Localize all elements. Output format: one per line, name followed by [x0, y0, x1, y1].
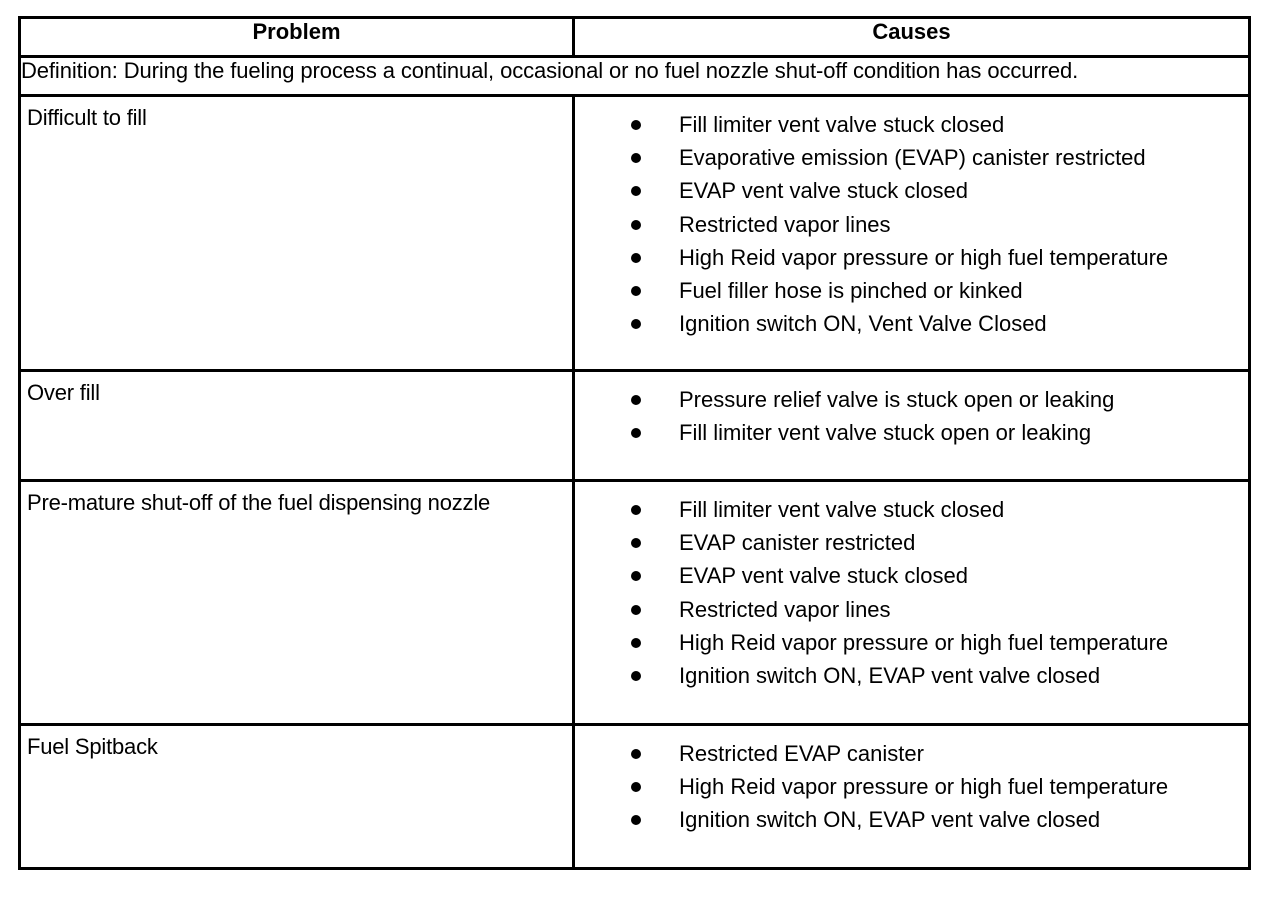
diagnostic-table	[18, 16, 1251, 870]
cause-item	[575, 526, 1248, 559]
cause-text: Restricted EVAP canister	[679, 741, 924, 766]
cause-item	[575, 803, 1248, 836]
cause-item	[575, 626, 1248, 659]
cause-text: Evaporative emission (EVAP) canister restricted	[679, 145, 1146, 171]
cause-text: High Reid vapor pressure or high fuel temperature	[679, 774, 1169, 800]
problem-cell: Difficult to fill	[20, 96, 574, 371]
cause-text: Fuel filler hose is pinched or kinked	[679, 278, 1023, 304]
problem-cell: Pre-mature shut-off of the fuel dispensing nozzle	[20, 481, 574, 725]
bullet-icon	[631, 505, 641, 515]
causes-list	[575, 726, 1248, 837]
cause-text: EVAP vent valve stuck closed	[679, 563, 968, 589]
cause-text: Ignition switch ON, EVAP vent valve closed	[679, 807, 1101, 833]
bullet-icon	[631, 120, 641, 130]
bullet-icon	[631, 638, 641, 648]
cause-text: Fill limiter vent valve stuck open or leaking	[679, 420, 1092, 446]
bullet-icon	[631, 538, 641, 548]
cause-text: EVAP canister restricted	[679, 530, 916, 556]
cause-text: Restricted vapor lines	[679, 596, 891, 622]
causes-list	[575, 372, 1248, 449]
cause-item	[575, 493, 1248, 526]
cause-item	[575, 737, 1248, 770]
cause-item	[575, 174, 1248, 207]
causes-cell	[574, 96, 1250, 371]
bullet-icon	[631, 815, 641, 825]
bullet-icon	[631, 395, 641, 405]
table-row	[20, 371, 1250, 481]
causes-list	[575, 97, 1248, 340]
bullet-icon	[631, 428, 641, 438]
cause-item	[575, 383, 1248, 416]
cause-text: Fill limiter vent valve stuck closed	[679, 112, 1005, 137]
cause-item	[575, 659, 1248, 692]
causes-header: Causes	[574, 18, 1250, 57]
definition-row	[20, 57, 1250, 96]
cause-text: Restricted vapor lines	[679, 211, 891, 237]
table-row	[20, 481, 1250, 725]
cause-item	[575, 559, 1248, 592]
problem-cell: Fuel Spitback	[20, 725, 574, 869]
cause-text: Fill limiter vent valve stuck closed	[679, 497, 1005, 522]
bullet-icon	[631, 671, 641, 681]
cause-item	[575, 307, 1248, 340]
problem-header: Problem	[20, 18, 574, 57]
cause-text: EVAP vent valve stuck closed	[679, 178, 968, 204]
cause-item	[575, 141, 1248, 174]
cause-item	[575, 593, 1248, 626]
bullet-icon	[631, 186, 641, 196]
bullet-icon	[631, 253, 641, 263]
cause-text: High Reid vapor pressure or high fuel temperature	[679, 629, 1169, 655]
header-row	[20, 18, 1250, 57]
cause-text: High Reid vapor pressure or high fuel temperature	[679, 244, 1169, 270]
causes-cell	[574, 371, 1250, 481]
cause-item	[575, 108, 1248, 141]
cause-text: Pressure relief valve is stuck open or leaking	[679, 387, 1115, 412]
cause-item	[575, 208, 1248, 241]
bullet-icon	[631, 605, 641, 615]
bullet-icon	[631, 286, 641, 296]
definition-text: Definition: During the fueling process a continual, occasional or no fuel nozzle shut-off condition has occurred.	[20, 57, 1250, 96]
bullet-icon	[631, 782, 641, 792]
causes-cell	[574, 481, 1250, 725]
bullet-icon	[631, 220, 641, 230]
cause-text: Ignition switch ON, EVAP vent valve closed	[679, 663, 1101, 689]
cause-item	[575, 770, 1248, 803]
bullet-icon	[631, 749, 641, 759]
problem-cell: Over fill	[20, 371, 574, 481]
causes-list	[575, 482, 1248, 692]
table-row	[20, 725, 1250, 869]
causes-cell	[574, 725, 1250, 869]
bullet-icon	[631, 153, 641, 163]
bullet-icon	[631, 319, 641, 329]
cause-text: Ignition switch ON, Vent Valve Closed	[679, 311, 1047, 337]
cause-item	[575, 241, 1248, 274]
cause-item	[575, 416, 1248, 449]
table-row	[20, 96, 1250, 371]
bullet-icon	[631, 571, 641, 581]
cause-item	[575, 274, 1248, 307]
